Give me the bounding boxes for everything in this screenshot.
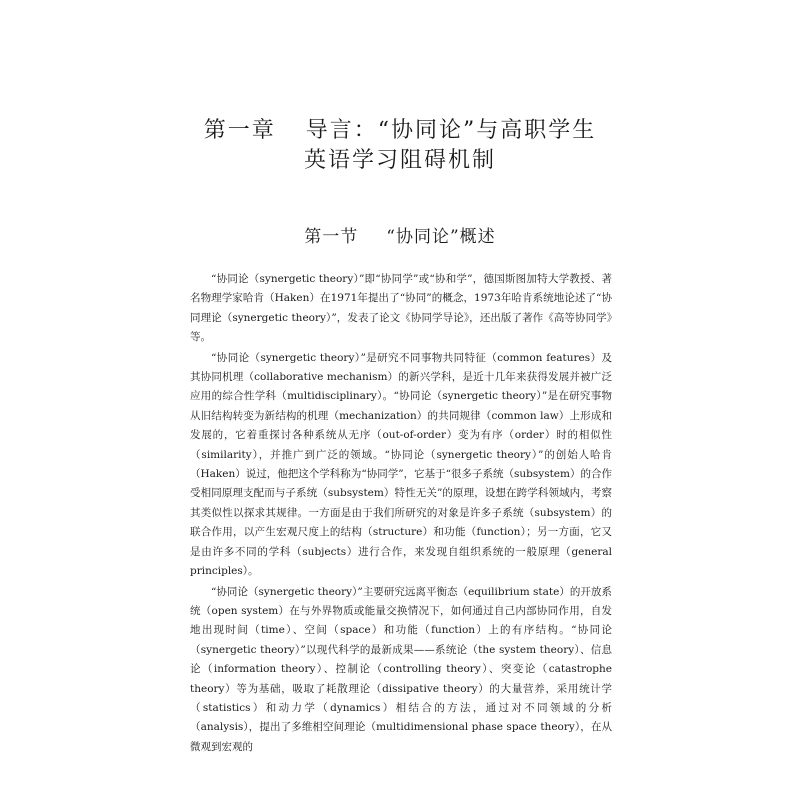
chapter-title-line-2: 英语学习阻碍机制 [303,148,496,173]
chapter-label: 第一章 [203,118,276,143]
section-title-text: “协同论”概述 [386,227,496,247]
paragraph-1: “协同论（synergetic theory）”即“协同学”或“协和学”，德国斯图加特大学教授、著名物理学家哈肯（Haken）在1971年提出了“协同”的概念，1973年哈肯系统地论述了“协同理论（synergetic theory）”，发表了论文《协同学导论》，还出版了著作《高等协同学》等。 [190,273,612,344]
chapter-title [0,116,800,176]
paragraph-2: “协同论（synergetic theory）”是研究不同事物共同特征（common features）及其协同机理（collaborative mechanism）的新兴学科，是近十几年来获得发展并被广泛应用的综合性学科（multidisciplinary）。“协同论（synergetic theory）”是在研究事物从旧结构转变为新结构的机理（mechanization）的共同规律（common law）上形成和发展的，它着重探讨各种系统从无序（out-of-order）变为有序（order）时的相似性（similarity），并推广到广泛的领域。“协同论（synergetic theory）”的创始人哈肯（Haken）说过，他把这个学科称为“协同学”，它基于“很多子系统（subsystem）的合作受相同原理支配而与子系统（subsystem）特性无关”的原理，设想在跨学科领域内，考察其类似性以探求其规律。一方面是由于我们所研究的对象是许多子系统（subsystem）的联合作用，以产生宏观尺度上的结构（structure）和功能（function）；另一方面，它又是由许多不同的学科（subjects）进行合作，来发现自组织系统的一般原理（general principles）。 [190,351,612,578]
section-title [0,225,800,249]
body-text [190,270,612,758]
paragraph-3: “协同论（synergetic theory）”主要研究远离平衡态（equilibrium state）的开放系统（open system）在与外界物质或能量交换情况下，如何通过自己内部协同作用，自发地出现时间（time）、空间（space）和功能（function）上的有序结构。“协同论（synergetic theory）”以现代科学的最新成果——系统论（the system theory）、信息论（information theory）、控制论（controlling theory）、突变论（catastrophe theory）等为基础，吸取了耗散理论（dissipative theory）的大量营养，采用统计学（statistics）和动力学（dynamics）相结合的方法，通过对不同领域的分析（analysis），提出了多维相空间理论（multidimensional phase space theory），在从微观到宏观的 [190,585,612,753]
chapter-title-line-1 [0,116,800,146]
chapter-title-text-1: 导言：“协同论”与高职学生 [305,118,597,143]
section-label: 第一节 [304,227,359,247]
